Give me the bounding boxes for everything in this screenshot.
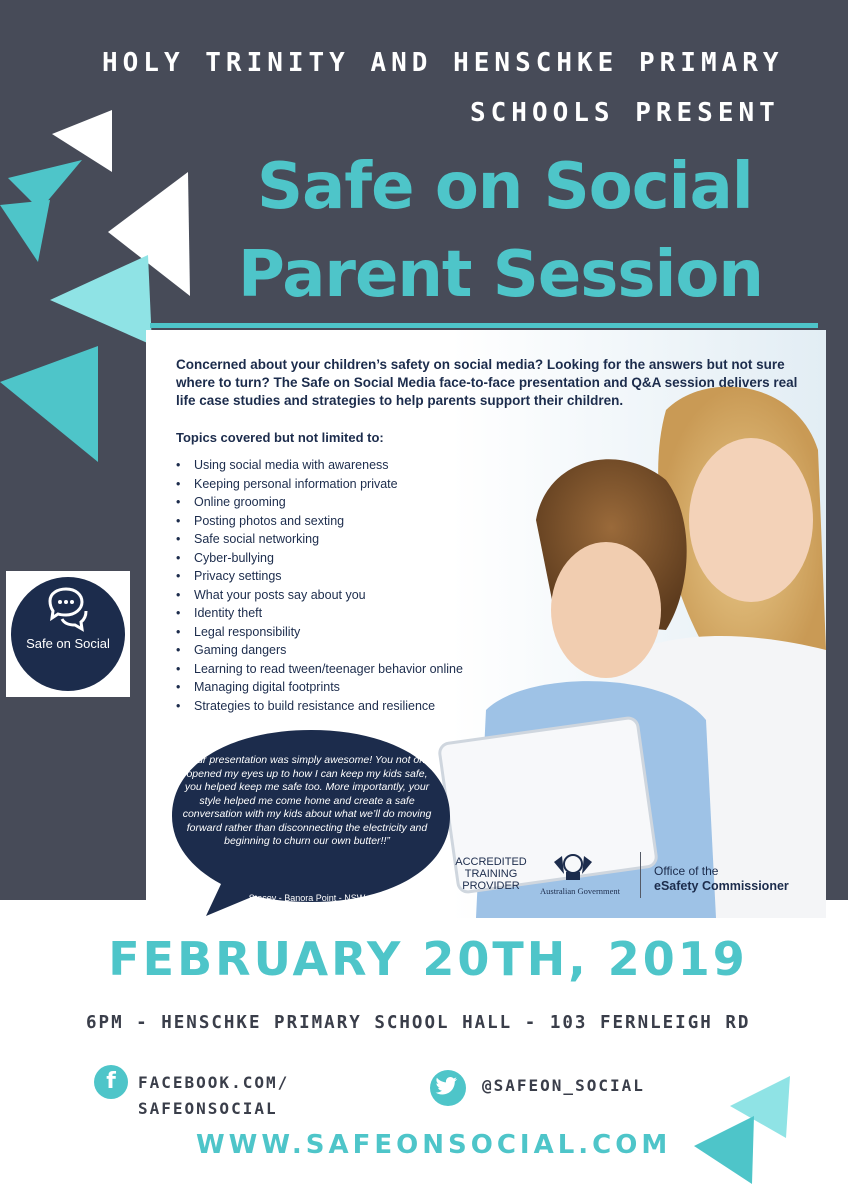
government-crest-icon bbox=[548, 850, 598, 884]
topic-item: • Legal responsibility bbox=[176, 623, 463, 642]
topic-item: • Learning to read tween/teenager behavior online bbox=[176, 660, 463, 679]
topic-item: • Posting photos and sexting bbox=[176, 512, 463, 531]
facebook-line-2: SAFEONSOCIAL bbox=[138, 1099, 278, 1118]
title-underline bbox=[150, 323, 818, 328]
website-link[interactable]: WWW.SAFEONSOCIAL.COM bbox=[196, 1130, 672, 1160]
topic-item: • Privacy settings bbox=[176, 567, 463, 586]
twitter-handle[interactable]: @SAFEON_SOCIAL bbox=[482, 1076, 645, 1095]
topics-heading: Topics covered but not limited to: bbox=[176, 430, 384, 445]
logo-divider bbox=[640, 852, 641, 898]
facebook-icon[interactable]: f bbox=[94, 1065, 128, 1099]
esafety-office-label bbox=[654, 864, 789, 894]
topic-item: • Online grooming bbox=[176, 493, 463, 512]
government-label: Australian Government bbox=[540, 886, 621, 896]
title-line-2: Parent Session bbox=[238, 238, 763, 312]
event-venue: 6PM - HENSCHKE PRIMARY SCHOOL HALL - 103 FERNLEIGH RD bbox=[86, 1013, 751, 1033]
topic-item: • Safe social networking bbox=[176, 530, 463, 549]
topic-item: • Identity theft bbox=[176, 604, 463, 623]
office-line-1: Office of the bbox=[654, 864, 719, 878]
facebook-line-1: FACEBOOK.COM/ bbox=[138, 1073, 290, 1092]
topic-item: • Keeping personal information private bbox=[176, 475, 463, 494]
accredited-provider-label: ACCREDITED TRAINING PROVIDER bbox=[455, 856, 527, 892]
title-line-1: Safe on Social bbox=[257, 150, 753, 224]
topic-item: • Using social media with awareness bbox=[176, 456, 463, 475]
office-line-2: eSafety Commissioner bbox=[654, 879, 789, 893]
info-panel bbox=[146, 330, 826, 918]
topic-item: • Gaming dangers bbox=[176, 641, 463, 660]
event-date: FEBRUARY 20TH, 2019 bbox=[108, 932, 748, 986]
topics-list bbox=[176, 456, 463, 715]
logo-label: Safe on Social bbox=[26, 636, 110, 651]
safe-on-social-logo bbox=[6, 571, 130, 697]
topic-item: • Strategies to build resistance and resilience bbox=[176, 697, 463, 716]
facebook-link[interactable] bbox=[138, 1070, 289, 1122]
intro-paragraph: Concerned about your children’s safety on social media? Looking for the answers but not sure where to turn? The Safe on Social Media face-to-face presentation and Q&A session delivers real life case studies and strategies to help parents support their children. bbox=[176, 357, 798, 408]
topic-item: • What your posts say about you bbox=[176, 586, 463, 605]
topic-item: • Cyber-bullying bbox=[176, 549, 463, 568]
testimonial-author: Stacey - Banora Point - NSW bbox=[248, 893, 366, 903]
presenter-line-1: HOLY TRINITY AND HENSCHKE PRIMARY bbox=[102, 48, 784, 78]
topic-item: • Managing digital footprints bbox=[176, 678, 463, 697]
presenter-line-2: SCHOOLS PRESENT bbox=[470, 98, 780, 128]
testimonial-text: “Your presentation was simply awesome! You not only opened my eyes up to how I can keep my kids safe, you helped keep me safe too. More importantly, your style helped me come home and create a safe conversation with my kids about what we’ll do moving forward rather than disconnecting the electricity and beginning to churn our own butter!!” bbox=[181, 754, 433, 847]
twitter-icon[interactable] bbox=[430, 1070, 466, 1106]
logo-circle bbox=[6, 571, 130, 697]
decorative-triangles-bottom bbox=[690, 1076, 800, 1186]
